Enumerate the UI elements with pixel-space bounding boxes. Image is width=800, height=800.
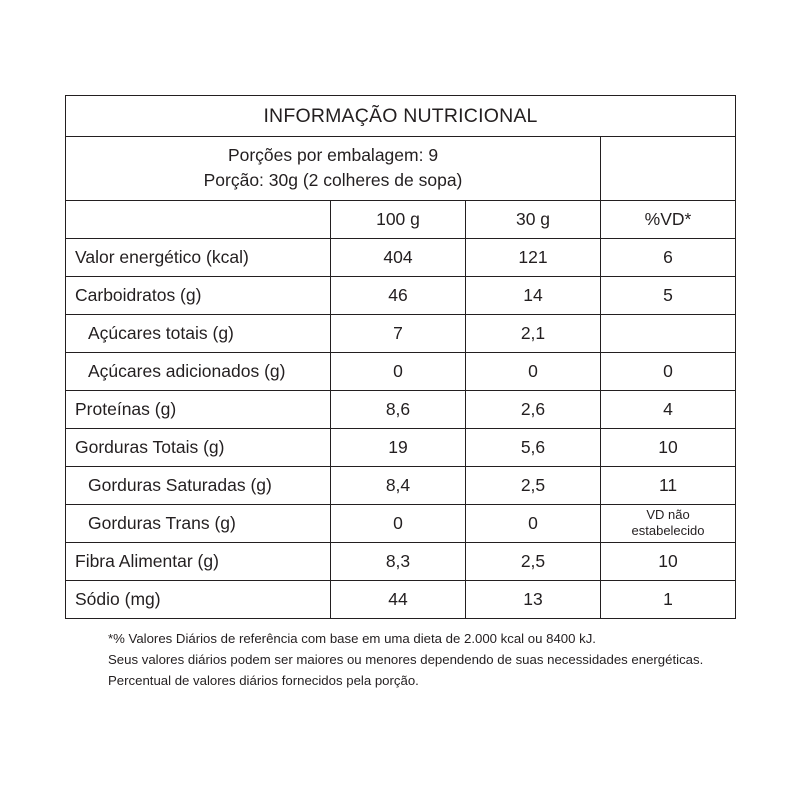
serving-size: Porção: 30g (2 colheres de sopa) — [203, 169, 463, 190]
footnote-line: Percentual de valores diários fornecidos pela porção. — [108, 672, 419, 688]
footnote-line: *% Valores Diários de referência com base em uma dieta de 2.000 kcal ou 8400 kJ. — [108, 631, 596, 646]
table-row-title — [66, 96, 736, 137]
nutrient-value-vd: 10 — [601, 542, 736, 580]
nutrient-label: Valor energético (kcal) — [66, 238, 331, 276]
table-row — [66, 352, 736, 390]
nutrient-value-100g: 8,4 — [331, 466, 466, 504]
table-row-servings — [66, 137, 736, 201]
table-row — [66, 542, 736, 580]
nutrient-value-100g: 0 — [331, 352, 466, 390]
nutrient-value-30g: 2,1 — [466, 314, 601, 352]
nutrient-value-30g: 0 — [466, 352, 601, 390]
nutrition-facts-table — [65, 95, 735, 619]
table-row — [66, 390, 736, 428]
nutrient-value-vd: 1 — [601, 580, 736, 618]
nutrient-rows — [66, 238, 736, 618]
nutrient-value-30g: 2,6 — [466, 390, 601, 428]
nutrient-label: Gorduras Trans (g) — [66, 504, 331, 542]
servings-blank-cell — [601, 137, 736, 201]
table-row — [66, 580, 736, 618]
nutrient-value-vd: VD não estabelecido — [601, 504, 736, 542]
nutrient-value-vd: 4 — [601, 390, 736, 428]
nutrient-label: Gorduras Totais (g) — [66, 428, 331, 466]
table-row-header — [66, 200, 736, 238]
column-header-per100: 100 g — [331, 200, 466, 238]
nutrient-label: Fibra Alimentar (g) — [66, 542, 331, 580]
nutrient-value-100g: 404 — [331, 238, 466, 276]
column-header-per30: 30 g — [466, 200, 601, 238]
servings-per-package: Porções por embalagem: 9 — [227, 145, 439, 165]
nutrient-value-30g: 2,5 — [466, 466, 601, 504]
nutrient-value-vd: 10 — [601, 428, 736, 466]
nutrient-label: Açúcares totais (g) — [66, 314, 331, 352]
servings-info — [66, 137, 601, 201]
column-header-label — [66, 200, 331, 238]
column-header-vd: %VD* — [601, 200, 736, 238]
table-body — [66, 96, 736, 239]
nutrient-value-100g: 44 — [331, 580, 466, 618]
nutrient-label: Açúcares adicionados (g) — [66, 352, 331, 390]
nutrient-value-30g: 13 — [466, 580, 601, 618]
nutrient-value-30g: 5,6 — [466, 428, 601, 466]
nutrient-value-100g: 8,6 — [331, 390, 466, 428]
nutrient-value-30g: 14 — [466, 276, 601, 314]
table-row — [66, 314, 736, 352]
nutrient-label: Gorduras Saturadas (g) — [66, 466, 331, 504]
nutrient-value-vd: 11 — [601, 466, 736, 504]
nutrient-value-vd — [601, 314, 736, 352]
nutrient-value-30g: 0 — [466, 504, 601, 542]
footnote-line: Seus valores diários podem ser maiores ou menores dependendo de suas necessidades energéticas. — [108, 651, 704, 667]
footnotes — [108, 630, 800, 692]
nutrient-value-vd: 5 — [601, 276, 736, 314]
table-row — [66, 276, 736, 314]
table-row — [66, 428, 736, 466]
table-row — [66, 466, 736, 504]
nutrient-value-100g: 8,3 — [331, 542, 466, 580]
nutrient-value-vd: 0 — [601, 352, 736, 390]
nutrient-value-100g: 0 — [331, 504, 466, 542]
nutrient-label: Sódio (mg) — [66, 580, 331, 618]
nutrient-value-100g: 7 — [331, 314, 466, 352]
table-title: INFORMAÇÃO NUTRICIONAL — [66, 96, 736, 137]
nutrient-value-30g: 121 — [466, 238, 601, 276]
table-row — [66, 238, 736, 276]
nutrient-label: Carboidratos (g) — [66, 276, 331, 314]
nutrient-label: Proteínas (g) — [66, 390, 331, 428]
table-row — [66, 504, 736, 542]
nutrient-value-30g: 2,5 — [466, 542, 601, 580]
nutrient-value-100g: 46 — [331, 276, 466, 314]
nutrition-table — [65, 95, 736, 619]
nutrient-value-vd: 6 — [601, 238, 736, 276]
nutrient-value-100g: 19 — [331, 428, 466, 466]
